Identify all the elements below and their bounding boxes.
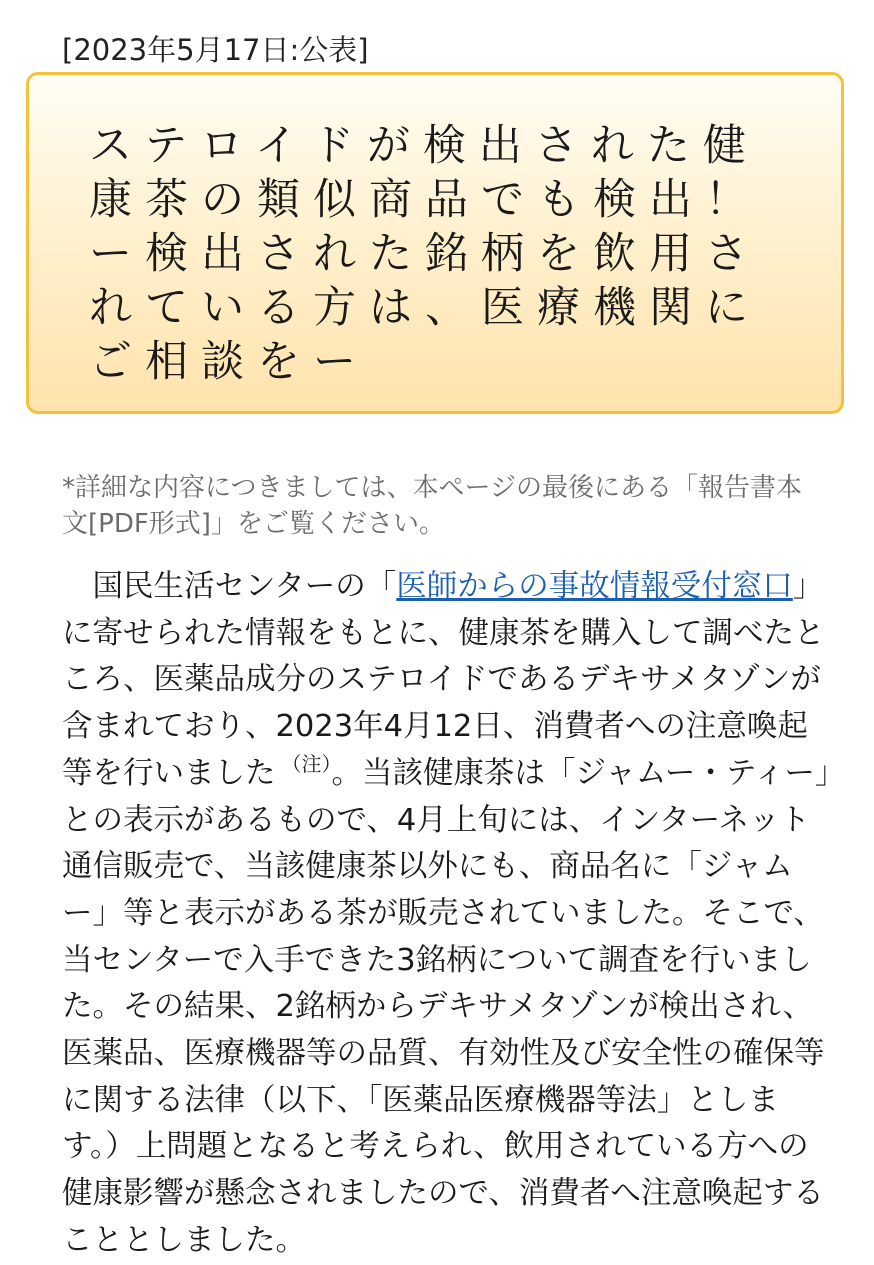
doctor-accident-info-link[interactable]: 医師からの事故情報受付窓口 bbox=[396, 569, 793, 604]
body-text-2: 」に寄せられた情報をもとに、健康茶を購入して調べたところ、医薬品成分のステロイドであるデキサメタゾンが含まれており、2023年4月12日、消費者への注意喚起等を行いました bbox=[62, 569, 825, 791]
body-text-3: 。当該健康茶は「ジャムー・ティー」との表示があるもので、4月上旬には、インターネット通信販売で、当該健康茶以外にも、商品名に「ジャムー」等と表示がある茶が販売されていました。そこで、当センターで入手できた3銘柄について調査を行いました。その結果、2銘柄からデキサメタゾンが検出され、医薬品、医療機器等の品質、有効性及び安全性の確保等に関する法律（以下、「医薬品医療機器等法」とします。）上問題となると考えられ、飲用されている方への健康影響が懸念されましたので、消費者へ注意喚起することとしました。 bbox=[62, 755, 831, 1258]
headline-box bbox=[26, 72, 844, 414]
detail-note: *詳細な内容につきましては、本ページの最後にある「報告書本文[PDF形式]」をご覧ください。 bbox=[62, 473, 802, 539]
publish-date: [2023年5月17日:公表] bbox=[62, 33, 369, 67]
page-title: ステロイドが検出された健康茶の類似商品でも検出！ー検出された銘柄を飲用されている方は、医療機関にご相談をー bbox=[89, 121, 761, 387]
body-paragraph bbox=[62, 564, 834, 1265]
body-text-1: 国民生活センターの「 bbox=[92, 569, 397, 604]
footnote-ref[interactable]: （注） bbox=[281, 751, 332, 776]
